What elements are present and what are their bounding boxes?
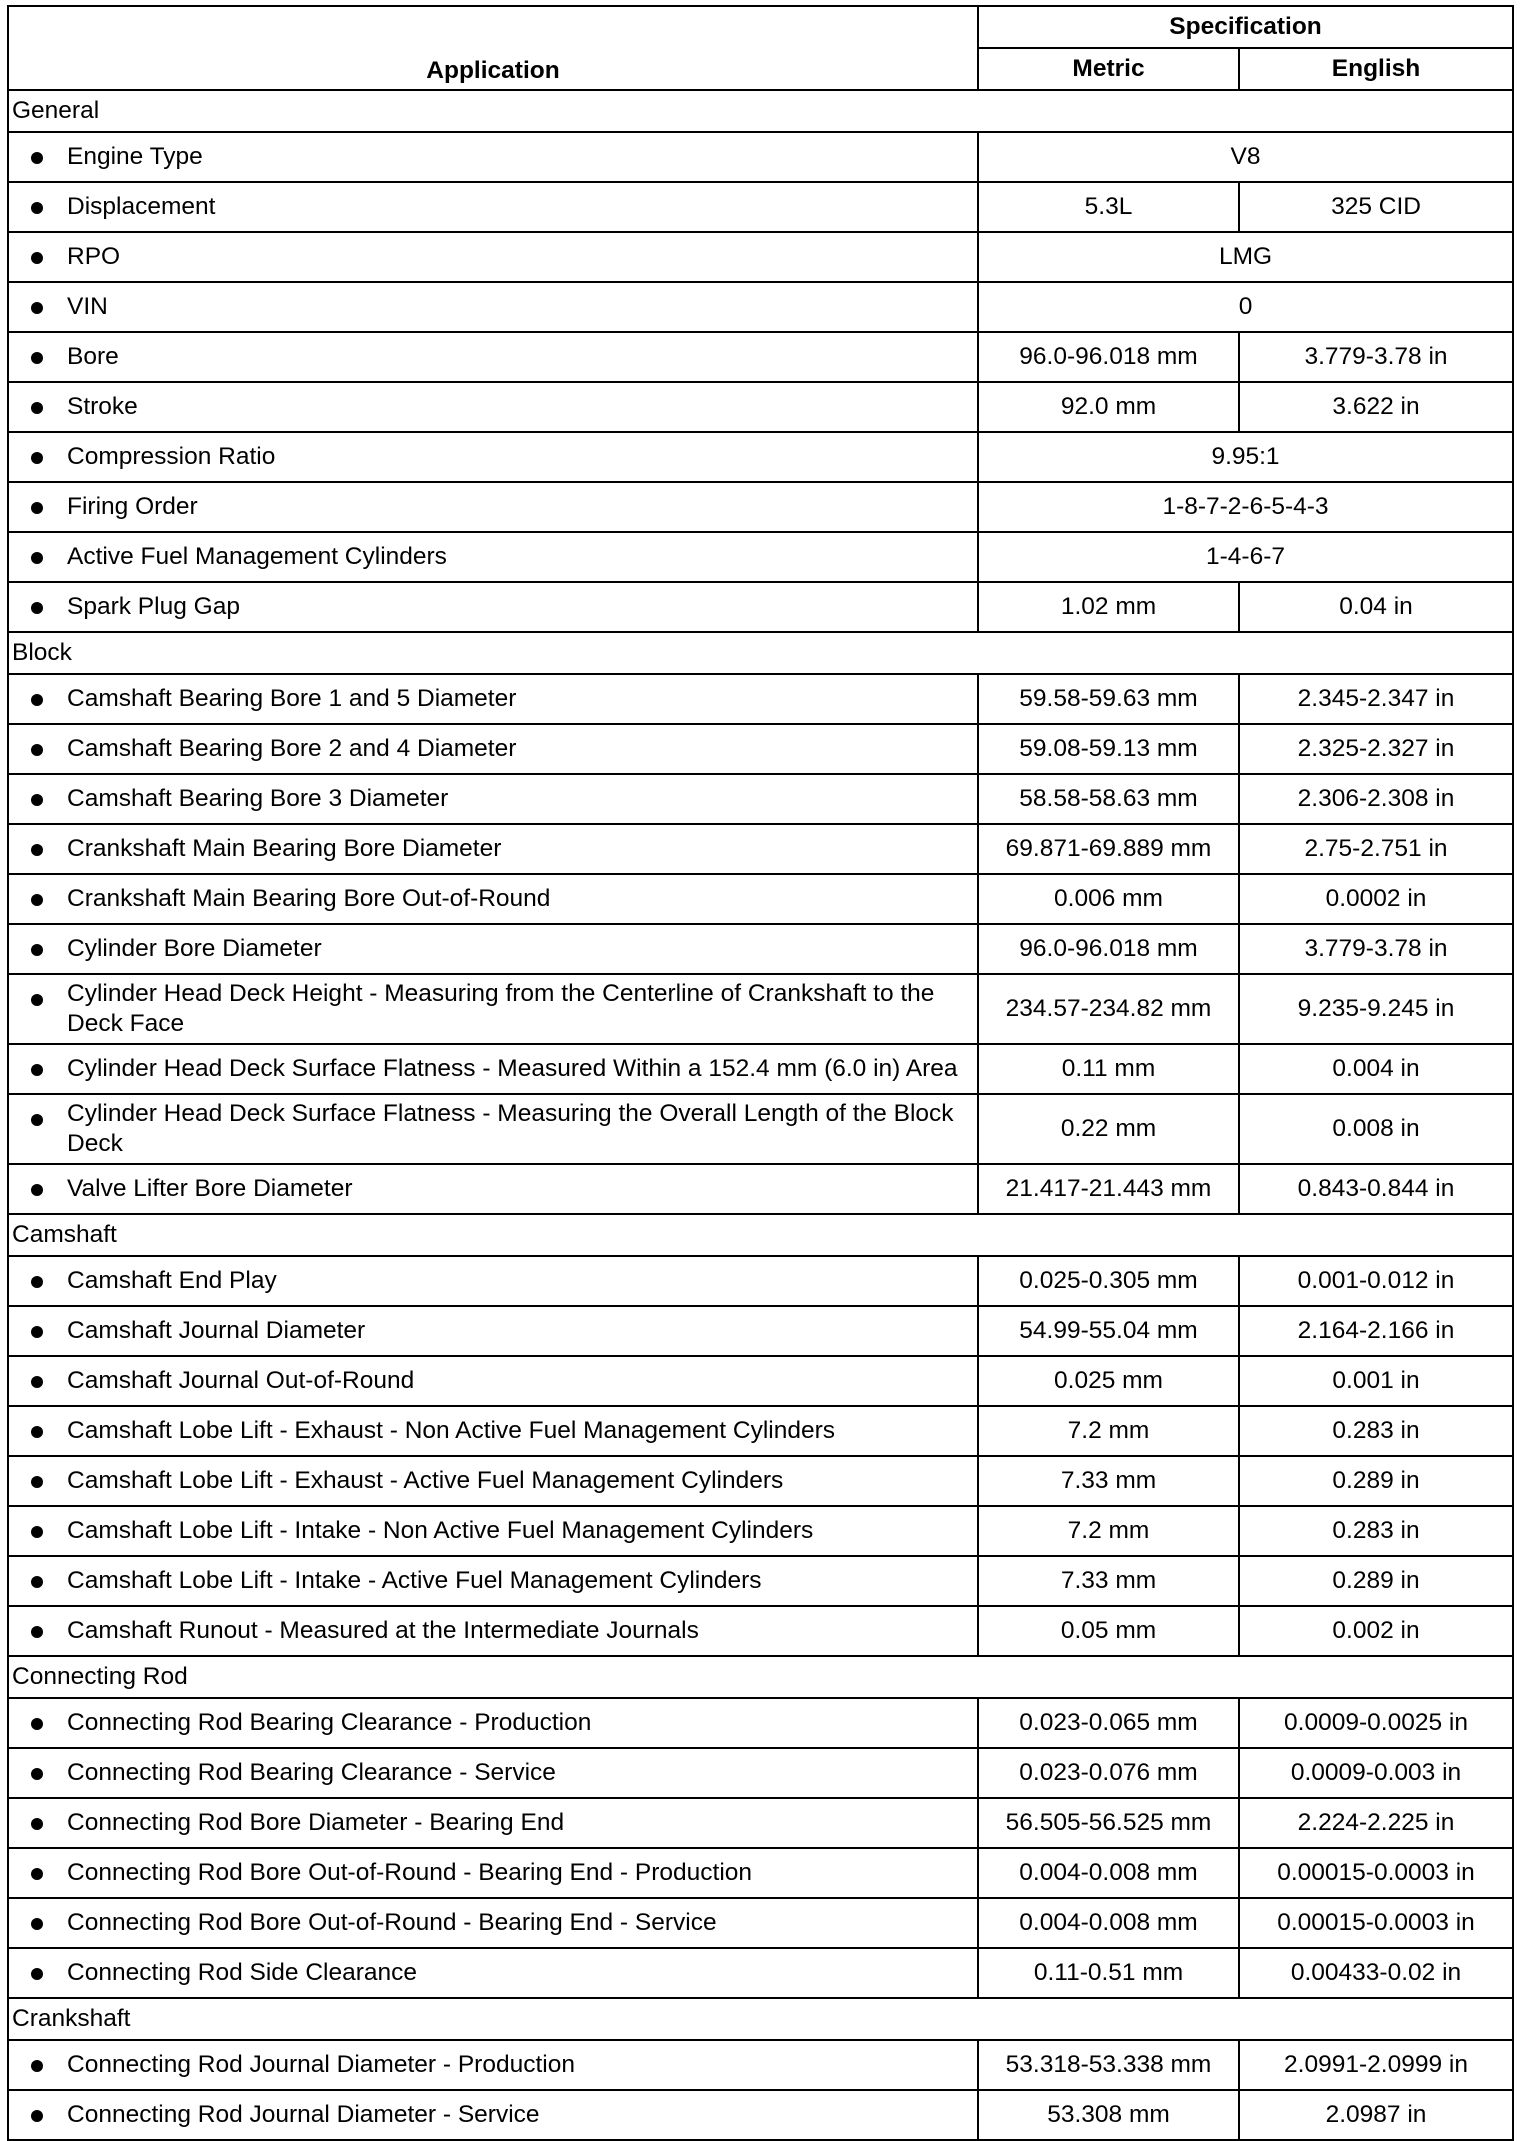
- metric-value: 0.025 mm: [978, 1356, 1239, 1406]
- application-cell: [8, 2040, 978, 2090]
- table-row: [8, 232, 1513, 282]
- bullet-icon: [31, 1114, 43, 1126]
- english-value: 2.224-2.225 in: [1239, 1798, 1513, 1848]
- bullet-icon: [31, 552, 43, 564]
- application-label: Camshaft Runout - Measured at the Intermediate Journals: [67, 1617, 699, 1644]
- application-label: Cylinder Head Deck Height - Measuring from the Centerline of Crankshaft to the Deck Face: [67, 980, 935, 1037]
- table-row: [8, 2090, 1513, 2140]
- english-value: 0.00015-0.0003 in: [1239, 1848, 1513, 1898]
- application-label: Firing Order: [67, 493, 198, 520]
- spec-table-container: [7, 5, 1512, 2141]
- bullet-icon: [31, 794, 43, 806]
- application-cell: [8, 432, 978, 482]
- english-value: 0.289 in: [1239, 1556, 1513, 1606]
- bullet-icon: [31, 502, 43, 514]
- bullet-icon: [31, 1968, 43, 1980]
- table-row: [8, 1256, 1513, 1306]
- bullet-icon: [31, 1064, 43, 1076]
- metric-value: 0.11-0.51 mm: [978, 1948, 1239, 1998]
- application-cell: [8, 674, 978, 724]
- application-cell: [8, 774, 978, 824]
- metric-value: 7.33 mm: [978, 1556, 1239, 1606]
- table-row: [8, 1456, 1513, 1506]
- metric-value: 59.58-59.63 mm: [978, 674, 1239, 724]
- metric-value: 0.004-0.008 mm: [978, 1848, 1239, 1898]
- metric-value: 56.505-56.525 mm: [978, 1798, 1239, 1848]
- bullet-icon: [31, 744, 43, 756]
- english-value: 3.779-3.78 in: [1239, 924, 1513, 974]
- application-cell: [8, 232, 978, 282]
- metric-value: 7.2 mm: [978, 1506, 1239, 1556]
- bullet-icon: [31, 1184, 43, 1196]
- application-cell: [8, 924, 978, 974]
- english-value: 0.04 in: [1239, 582, 1513, 632]
- metric-value: 69.871-69.889 mm: [978, 824, 1239, 874]
- metric-value: 53.308 mm: [978, 2090, 1239, 2140]
- application-label: Camshaft End Play: [67, 1267, 277, 1294]
- header-english: English: [1239, 48, 1513, 90]
- application-label: Camshaft Journal Diameter: [67, 1317, 366, 1344]
- application-cell: [8, 182, 978, 232]
- application-label: Camshaft Lobe Lift - Exhaust - Active Fuel Management Cylinders: [67, 1467, 784, 1494]
- application-label: Connecting Rod Journal Diameter - Service: [67, 2101, 540, 2128]
- application-cell: [8, 532, 978, 582]
- section-row: [8, 1998, 1513, 2040]
- english-value: 0.002 in: [1239, 1606, 1513, 1656]
- english-value: 2.0991-2.0999 in: [1239, 2040, 1513, 2090]
- application-label: Connecting Rod Bore Diameter - Bearing End: [67, 1809, 565, 1836]
- table-row: [8, 824, 1513, 874]
- metric-value: 1.02 mm: [978, 582, 1239, 632]
- header-specification: Specification: [978, 6, 1513, 48]
- application-label: Displacement: [67, 193, 216, 220]
- section-title: Crankshaft: [8, 1998, 1513, 2040]
- table-row: [8, 924, 1513, 974]
- english-value: 0.004 in: [1239, 1044, 1513, 1094]
- english-value: 0.008 in: [1239, 1094, 1513, 1164]
- application-cell: [8, 1306, 978, 1356]
- table-row: [8, 1848, 1513, 1898]
- application-cell: [8, 1798, 978, 1848]
- application-label: Camshaft Bearing Bore 3 Diameter: [67, 785, 449, 812]
- bullet-icon: [31, 602, 43, 614]
- metric-value: 0.023-0.076 mm: [978, 1748, 1239, 1798]
- application-cell: [8, 1164, 978, 1214]
- application-label: Camshaft Journal Out-of-Round: [67, 1367, 415, 1394]
- english-value: 3.779-3.78 in: [1239, 332, 1513, 382]
- table-row: [8, 1164, 1513, 1214]
- application-cell: [8, 1698, 978, 1748]
- bullet-icon: [31, 1526, 43, 1538]
- application-label: Camshaft Bearing Bore 1 and 5 Diameter: [67, 685, 517, 712]
- english-value: 0.0002 in: [1239, 874, 1513, 924]
- metric-value: 59.08-59.13 mm: [978, 724, 1239, 774]
- application-label: Connecting Rod Bearing Clearance - Service: [67, 1759, 556, 1786]
- application-label: Camshaft Lobe Lift - Exhaust - Non Active Fuel Management Cylinders: [67, 1417, 836, 1444]
- english-value: 0.843-0.844 in: [1239, 1164, 1513, 1214]
- application-label: Crankshaft Main Bearing Bore Diameter: [67, 835, 502, 862]
- english-value: 2.306-2.308 in: [1239, 774, 1513, 824]
- application-cell: [8, 332, 978, 382]
- section-row: [8, 632, 1513, 674]
- bullet-icon: [31, 1476, 43, 1488]
- metric-value: 58.58-58.63 mm: [978, 774, 1239, 824]
- bullet-icon: [31, 944, 43, 956]
- bullet-icon: [31, 1718, 43, 1730]
- bullet-icon: [31, 1276, 43, 1288]
- bullet-icon: [31, 152, 43, 164]
- application-label: Compression Ratio: [67, 443, 276, 470]
- spec-table-body: [8, 90, 1513, 2140]
- section-title: Connecting Rod: [8, 1656, 1513, 1698]
- application-label: Stroke: [67, 393, 138, 420]
- application-cell: [8, 132, 978, 182]
- table-row: [8, 1556, 1513, 1606]
- metric-value: 0.006 mm: [978, 874, 1239, 924]
- header-metric: Metric: [978, 48, 1239, 90]
- application-label: Connecting Rod Bearing Clearance - Production: [67, 1709, 592, 1736]
- bullet-icon: [31, 694, 43, 706]
- application-cell: [8, 582, 978, 632]
- application-label: RPO: [67, 243, 121, 270]
- bullet-icon: [31, 1376, 43, 1388]
- table-row: [8, 774, 1513, 824]
- section-title: Camshaft: [8, 1214, 1513, 1256]
- application-cell: [8, 1748, 978, 1798]
- table-row: [8, 1698, 1513, 1748]
- metric-value: 54.99-55.04 mm: [978, 1306, 1239, 1356]
- table-row: [8, 1506, 1513, 1556]
- bullet-icon: [31, 1426, 43, 1438]
- application-label: Camshaft Bearing Bore 2 and 4 Diameter: [67, 735, 517, 762]
- table-row: [8, 1748, 1513, 1798]
- metric-value: 0.025-0.305 mm: [978, 1256, 1239, 1306]
- metric-value: 7.33 mm: [978, 1456, 1239, 1506]
- application-label: Camshaft Lobe Lift - Intake - Active Fuel Management Cylinders: [67, 1567, 762, 1594]
- application-cell: [8, 874, 978, 924]
- application-cell: [8, 1898, 978, 1948]
- section-title: Block: [8, 632, 1513, 674]
- bullet-icon: [31, 844, 43, 856]
- application-cell: [8, 824, 978, 874]
- table-row: [8, 1094, 1513, 1164]
- application-label: Engine Type: [67, 143, 203, 170]
- bullet-icon: [31, 402, 43, 414]
- application-cell: [8, 1606, 978, 1656]
- metric-value: 234.57-234.82 mm: [978, 974, 1239, 1044]
- application-label: Connecting Rod Side Clearance: [67, 1959, 418, 1986]
- bullet-icon: [31, 1918, 43, 1930]
- english-value: 3.622 in: [1239, 382, 1513, 432]
- bullet-icon: [31, 994, 43, 1006]
- table-row: [8, 282, 1513, 332]
- application-label: Cylinder Head Deck Surface Flatness - Measured Within a 152.4 mm (6.0 in) Area: [67, 1055, 958, 1082]
- table-row: [8, 382, 1513, 432]
- bullet-icon: [31, 894, 43, 906]
- metric-value: 0.004-0.008 mm: [978, 1898, 1239, 1948]
- bullet-icon: [31, 1818, 43, 1830]
- table-row: [8, 1044, 1513, 1094]
- application-cell: [8, 1406, 978, 1456]
- metric-value: 53.318-53.338 mm: [978, 2040, 1239, 2090]
- application-cell: [8, 1044, 978, 1094]
- application-label: VIN: [67, 293, 108, 320]
- english-value: 0.283 in: [1239, 1406, 1513, 1456]
- section-row: [8, 1656, 1513, 1698]
- metric-value: 0.22 mm: [978, 1094, 1239, 1164]
- bullet-icon: [31, 1768, 43, 1780]
- english-value: 2.0987 in: [1239, 2090, 1513, 2140]
- application-label: Camshaft Lobe Lift - Intake - Non Active Fuel Management Cylinders: [67, 1517, 814, 1544]
- section-row: [8, 1214, 1513, 1256]
- bullet-icon: [31, 302, 43, 314]
- application-cell: [8, 282, 978, 332]
- english-value: 2.345-2.347 in: [1239, 674, 1513, 724]
- section-title: General: [8, 90, 1513, 132]
- spec-value-merged: LMG: [978, 232, 1513, 282]
- english-value: 2.75-2.751 in: [1239, 824, 1513, 874]
- bullet-icon: [31, 1326, 43, 1338]
- metric-value: 21.417-21.443 mm: [978, 1164, 1239, 1214]
- english-value: 325 CID: [1239, 182, 1513, 232]
- table-row: [8, 432, 1513, 482]
- bullet-icon: [31, 252, 43, 264]
- application-label: Crankshaft Main Bearing Bore Out-of-Round: [67, 885, 551, 912]
- english-value: 0.001-0.012 in: [1239, 1256, 1513, 1306]
- english-value: 0.0009-0.003 in: [1239, 1748, 1513, 1798]
- application-label: Cylinder Head Deck Surface Flatness - Measuring the Overall Length of the Block Deck: [67, 1100, 954, 1157]
- spec-value-merged: V8: [978, 132, 1513, 182]
- application-cell: [8, 1256, 978, 1306]
- table-row: [8, 1898, 1513, 1948]
- table-row: [8, 1356, 1513, 1406]
- english-value: 0.283 in: [1239, 1506, 1513, 1556]
- table-row: [8, 1406, 1513, 1456]
- metric-value: 0.05 mm: [978, 1606, 1239, 1656]
- table-row: [8, 532, 1513, 582]
- application-label: Cylinder Bore Diameter: [67, 935, 322, 962]
- metric-value: 0.023-0.065 mm: [978, 1698, 1239, 1748]
- bullet-icon: [31, 1576, 43, 1588]
- bullet-icon: [31, 202, 43, 214]
- bullet-icon: [31, 2060, 43, 2072]
- application-label: Spark Plug Gap: [67, 593, 240, 620]
- application-cell: [8, 1356, 978, 1406]
- application-cell: [8, 1094, 978, 1164]
- application-cell: [8, 1506, 978, 1556]
- application-label: Active Fuel Management Cylinders: [67, 543, 447, 570]
- table-row: [8, 2040, 1513, 2090]
- bullet-icon: [31, 2110, 43, 2122]
- english-value: 0.00433-0.02 in: [1239, 1948, 1513, 1998]
- table-row: [8, 332, 1513, 382]
- table-row: [8, 724, 1513, 774]
- table-row: [8, 1798, 1513, 1848]
- english-value: 9.235-9.245 in: [1239, 974, 1513, 1044]
- metric-value: 96.0-96.018 mm: [978, 332, 1239, 382]
- application-label: Bore: [67, 343, 119, 370]
- application-cell: [8, 1848, 978, 1898]
- english-value: 2.164-2.166 in: [1239, 1306, 1513, 1356]
- application-cell: [8, 974, 978, 1044]
- english-value: 0.0009-0.0025 in: [1239, 1698, 1513, 1748]
- application-label: Connecting Rod Bore Out-of-Round - Bearing End - Service: [67, 1909, 717, 1936]
- spec-table: [7, 5, 1514, 2141]
- table-row: [8, 1606, 1513, 1656]
- application-cell: [8, 2090, 978, 2140]
- header-application: Application: [8, 6, 978, 90]
- bullet-icon: [31, 1868, 43, 1880]
- metric-value: 92.0 mm: [978, 382, 1239, 432]
- spec-value-merged: 9.95:1: [978, 432, 1513, 482]
- bullet-icon: [31, 1626, 43, 1638]
- table-row: [8, 674, 1513, 724]
- table-row: [8, 482, 1513, 532]
- application-cell: [8, 382, 978, 432]
- metric-value: 5.3L: [978, 182, 1239, 232]
- application-label: Valve Lifter Bore Diameter: [67, 1175, 353, 1202]
- table-row: [8, 1306, 1513, 1356]
- application-cell: [8, 1948, 978, 1998]
- english-value: 0.001 in: [1239, 1356, 1513, 1406]
- bullet-icon: [31, 452, 43, 464]
- english-value: 2.325-2.327 in: [1239, 724, 1513, 774]
- application-cell: [8, 1456, 978, 1506]
- spec-value-merged: 0: [978, 282, 1513, 332]
- table-row: [8, 1948, 1513, 1998]
- application-cell: [8, 482, 978, 532]
- english-value: 0.289 in: [1239, 1456, 1513, 1506]
- metric-value: 0.11 mm: [978, 1044, 1239, 1094]
- metric-value: 7.2 mm: [978, 1406, 1239, 1456]
- application-label: Connecting Rod Bore Out-of-Round - Bearing End - Production: [67, 1859, 753, 1886]
- application-cell: [8, 724, 978, 774]
- table-row: [8, 182, 1513, 232]
- table-row: [8, 874, 1513, 924]
- spec-value-merged: 1-8-7-2-6-5-4-3: [978, 482, 1513, 532]
- section-row: [8, 90, 1513, 132]
- application-label: Connecting Rod Journal Diameter - Production: [67, 2051, 575, 2078]
- english-value: 0.00015-0.0003 in: [1239, 1898, 1513, 1948]
- bullet-icon: [31, 352, 43, 364]
- application-cell: [8, 1556, 978, 1606]
- spec-value-merged: 1-4-6-7: [978, 532, 1513, 582]
- metric-value: 96.0-96.018 mm: [978, 924, 1239, 974]
- table-row: [8, 132, 1513, 182]
- table-row: [8, 974, 1513, 1044]
- table-row: [8, 582, 1513, 632]
